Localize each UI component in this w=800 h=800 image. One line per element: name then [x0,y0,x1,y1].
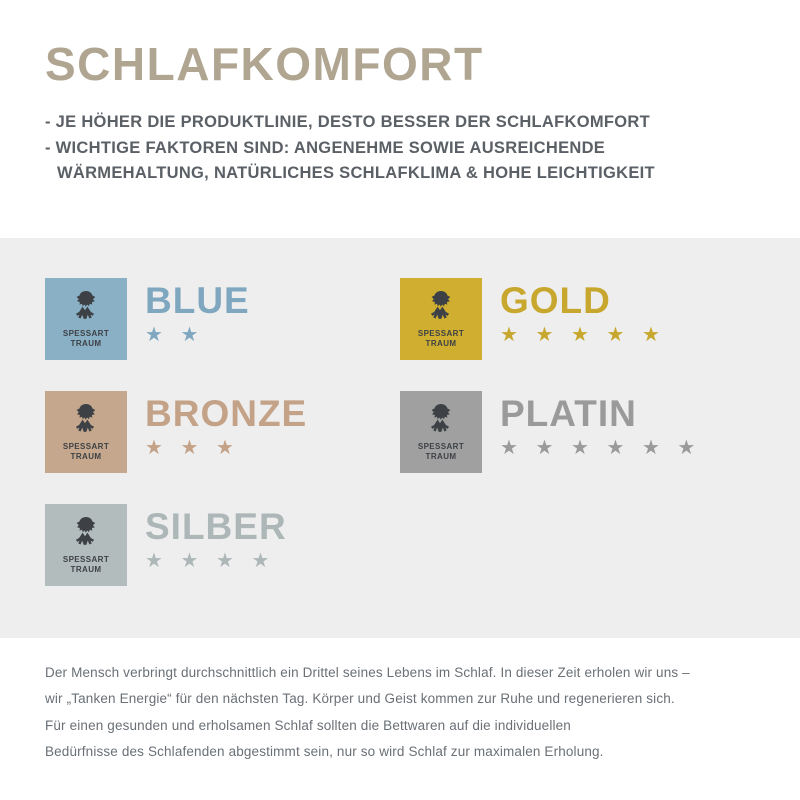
logo-brand-text: SPESSART TRAUM [62,329,110,348]
product-rating-stars: ★ ★ ★ ★ ★ [500,324,666,346]
product-text-block [482,391,701,458]
footer-line: wir „Tanken Energie“ für den nächsten Tag. Körper und Geist kommen zur Ruhe und regenerieren sich. [45,691,675,707]
product-name: SILBER [145,506,287,547]
header [0,0,800,187]
sleeping-gnome-icon [428,290,454,324]
product-item-blue[interactable] [45,278,400,360]
product-row [45,391,755,473]
product-item-gold[interactable] [400,278,755,360]
product-row [45,504,755,586]
spessart-traum-logo [45,504,127,586]
product-text-block [482,278,666,345]
product-text-block [127,504,287,571]
product-rating-stars: ★ ★ ★ ★ [145,550,276,572]
product-row [45,278,755,360]
product-rating-stars: ★ ★ ★ ★ ★ ★ [500,437,702,459]
footer-line: Der Mensch verbringt durchschnittlich ein Drittel seines Lebens im Schlaf. In dieser Zeit erholen wir uns – [45,665,690,680]
logo-brand-text: SPESSART TRAUM [417,329,465,348]
logo-brand-text: SPESSART TRAUM [62,442,110,461]
bullet-list [45,110,755,187]
sleeping-gnome-icon [73,516,99,550]
footer-line: Für einen gesunden und erholsamen Schlaf sollten die Bettwaren auf die individuellen [45,717,571,733]
sleeping-gnome-icon [428,403,454,437]
logo-brand-text: SPESSART TRAUM [417,442,465,461]
footer-paragraph [45,660,745,765]
product-name: BLUE [145,280,250,321]
product-item-empty [400,504,755,586]
product-name: BRONZE [145,393,308,434]
logo-brand-text: SPESSART TRAUM [62,555,110,574]
product-item-platin[interactable] [400,391,755,473]
spessart-traum-logo [45,278,127,360]
bullet-item: - JE HÖHER DIE PRODUKTLINIE, DESTO BESSER DER SCHLAFKOMFORT [45,113,651,132]
footer-line: Bedürfnisse des Schlafenden abgestimmt sein, nur so wird Schlaf zur maximalen Erholung. [45,743,604,759]
sleeping-gnome-icon [73,290,99,324]
product-name: PLATIN [500,393,637,434]
bullet-item: WÄRMEHALTUNG, NATÜRLICHES SCHLAFKLIMA & HOHE LEICHTIGKEIT [57,164,655,183]
product-rating-stars: ★ ★ ★ [145,437,240,459]
page-title: SCHLAFKOMFORT [45,38,484,90]
spessart-traum-logo [400,278,482,360]
product-text-block [127,278,250,345]
product-item-bronze[interactable] [45,391,400,473]
spessart-traum-logo [45,391,127,473]
sleeping-gnome-icon [73,403,99,437]
product-item-silber[interactable] [45,504,400,586]
product-name: GOLD [500,280,611,321]
product-rating-stars: ★ ★ [145,324,205,346]
product-grid [45,278,755,617]
product-text-block [127,391,307,458]
spessart-traum-logo [400,391,482,473]
bullet-item: - WICHTIGE FAKTOREN SIND: ANGENEHME SOWIE AUSREICHENDE [45,138,606,157]
